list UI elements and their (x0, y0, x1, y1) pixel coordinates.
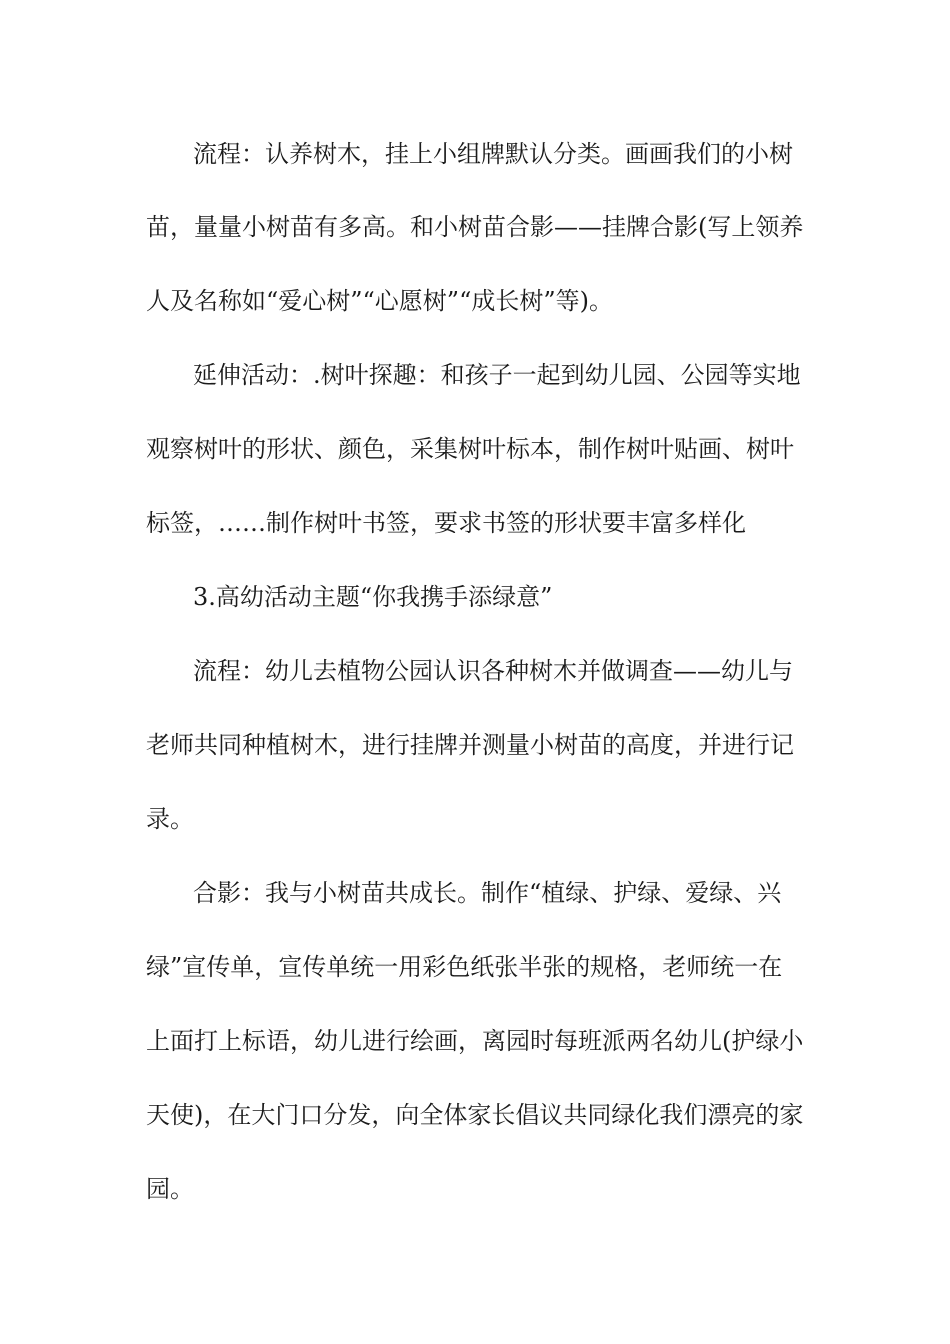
paragraph-3-line-3: 录。 (146, 805, 194, 833)
paragraph-4-line-2: 绿”宣传单，宣传单统一用彩色纸张半张的规格，老师统一在 (146, 953, 783, 981)
paragraph-3-line-2: 老师共同种植树木，进行挂牌并测量小树苗的高度，并进行记 (146, 731, 794, 759)
paragraph-2-line-3: 标签，……制作树叶书签，要求书签的形状要丰富多样化 (146, 509, 746, 537)
paragraph-3-line-1: 流程：幼儿去植物公园认识各种树木并做调查——幼儿与 (193, 657, 793, 685)
paragraph-4-line-3: 上面打上标语，幼儿进行绘画，离园时每班派两名幼儿(护绿小 (146, 1027, 804, 1055)
paragraph-1-line-2: 苗，量量小树苗有多高。和小树苗合影——挂牌合影(写上领养 (146, 213, 804, 241)
paragraph-1-line-3: 人及名称如“爱心树”“心愿树”“成长树”等)。 (146, 287, 613, 315)
paragraph-4-line-4: 天使)，在大门口分发，向全体家长倡议共同绿化我们漂亮的家 (146, 1101, 804, 1129)
paragraph-4-line-5: 园。 (146, 1175, 194, 1203)
paragraph-2-line-1: 延伸活动：.树叶探趣：和孩子一起到幼儿园、公园等实地 (193, 361, 801, 389)
section-heading: 3.高幼活动主题“你我携手添绿意” (193, 583, 553, 611)
paragraph-2-line-2: 观察树叶的形状、颜色，采集树叶标本，制作树叶贴画、树叶 (146, 435, 794, 463)
paragraph-4-line-1: 合影：我与小树苗共成长。制作“植绿、护绿、爱绿、兴 (193, 879, 782, 907)
paragraph-1-line-1: 流程：认养树木，挂上小组牌默认分类。画画我们的小树 (193, 140, 793, 168)
